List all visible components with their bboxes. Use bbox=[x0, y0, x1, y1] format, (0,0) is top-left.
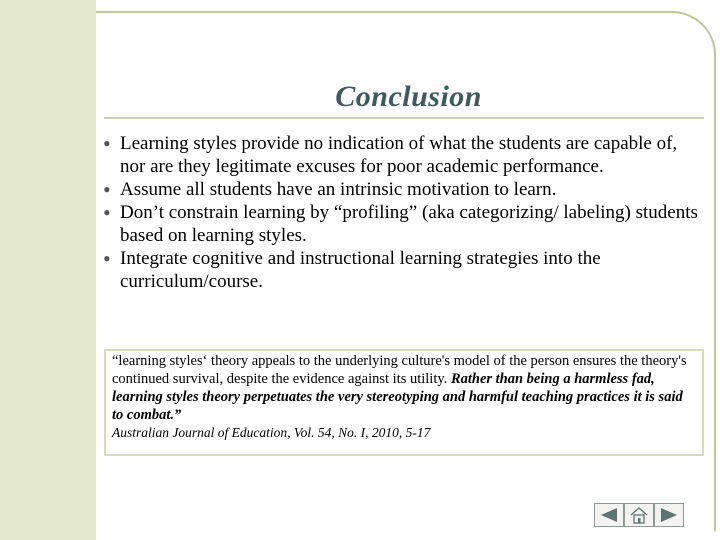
bullet-dot-icon: • bbox=[103, 246, 111, 271]
home-button[interactable] bbox=[624, 503, 654, 527]
right-arrow-icon bbox=[659, 507, 679, 523]
quote-box bbox=[104, 349, 704, 456]
bullet-list bbox=[100, 132, 700, 293]
home-icon bbox=[628, 505, 650, 525]
bullet-item bbox=[100, 132, 700, 178]
prev-slide-button[interactable] bbox=[594, 503, 624, 527]
next-slide-button[interactable] bbox=[654, 503, 684, 527]
slide-title: Conclusion bbox=[335, 80, 482, 113]
quote-emphasis: Rather than being a harmless fad, learning styles theory perpetuates the very stereotyping and harmful teaching practices it is said to combat.” bbox=[112, 371, 683, 423]
bullet-item bbox=[100, 247, 700, 293]
quote-citation: Australian Journal of Education, Vol. 54, No. I, 2010, 5-17 bbox=[112, 425, 431, 440]
bullet-dot-icon: • bbox=[103, 177, 111, 202]
quote-text: “learning styles‘ theory appeals to the underlying culture's model of the person ensures the theory's continued survival, despite the evidence against its utility. bbox=[112, 353, 687, 387]
bullet-text: Learning styles provide no indication of what the students are capable of, nor are they legitimate excuses for poor academic performance. bbox=[120, 133, 678, 177]
bullet-dot-icon: • bbox=[103, 200, 111, 225]
bullet-text: Assume all students have an intrinsic motivation to learn. bbox=[120, 179, 557, 200]
left-decorative-band bbox=[0, 0, 96, 540]
bullet-dot-icon: • bbox=[103, 131, 111, 156]
bullet-text: Integrate cognitive and instructional learning strategies into the curriculum/course. bbox=[120, 248, 601, 292]
title-divider bbox=[104, 117, 704, 119]
bullet-item bbox=[100, 201, 700, 247]
bullet-item bbox=[100, 178, 700, 201]
left-arrow-icon bbox=[599, 507, 619, 523]
bullet-text: Don’t constrain learning by “profiling” (aka categorizing/ labeling) students based on learning styles. bbox=[120, 202, 698, 246]
